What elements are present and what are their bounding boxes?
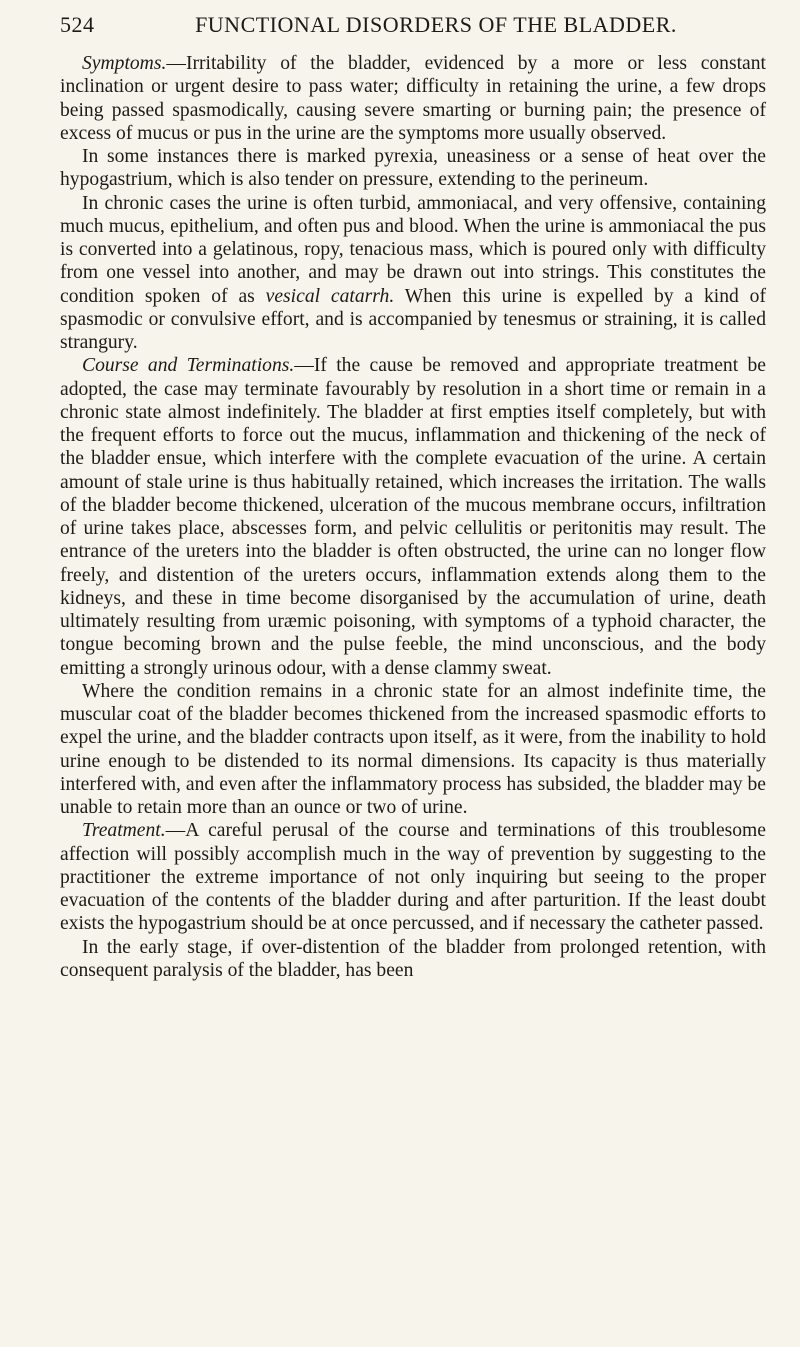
section-heading-treatment: Treatment.	[82, 820, 166, 842]
paragraph-early-stage	[60, 936, 766, 983]
section-heading-course: Course and Terminations.	[82, 355, 295, 377]
paragraph-text: In chronic cases the urine is often turbid, ammoniacal, and very offensive, containing much mucus, epithelium, and often pus and blood. When the urine is ammoniacal the pus is converted into a gelatinous, ropy, tenacious mass, which is poured only with difficulty from one vessel into another, and may be drawn out into strings. This constitutes the condition spoken of as	[60, 192, 766, 307]
paragraph-symptoms	[60, 52, 766, 145]
paragraph-text: —A careful perusal of the course and terminations of this troublesome affection will possibly accomplish much in the way of prevention by suggesting to the practitioner the extreme importance of not only inquiring but seeing to the proper evacuation of the contents of the bladder during and after parturition. If the least doubt exists the hypogastrium should be at once percussed, and if necessary the catheter passed.	[60, 820, 766, 935]
paragraph-chronic-cases	[60, 192, 766, 355]
paragraph-course-terminations	[60, 354, 766, 680]
body-text	[60, 52, 766, 982]
paragraph-text: Where the condition remains in a chronic state for an almost indefinite time, the muscular coat of the bladder becomes thickened from the increased spasmodic efforts to expel the urine, and the bladder contracts upon itself, as it were, from the inability to hold urine enough to be distended to its normal dimensions. Its capacity is thus materially interfered with, and even after the inflammatory process has subsided, the bladder may be unable to retain more than an ounce or two of urine.	[60, 680, 766, 818]
paragraph-text: —Irritability of the bladder, evidenced by a more or less constant inclination or urgent desire to pass water; difficulty in retaining the urine, a few drops being passed spasmodically, causing severe smarting or burning pain; the presence of excess of mucus or pus in the urine are the symptoms more usually observed.	[60, 53, 766, 144]
paragraph-pyrexia	[60, 145, 766, 192]
paragraph-text: In some instances there is marked pyrexia, uneasiness or a sense of heat over the hypogastrium, which is also tender on pressure, extending to the perineum.	[60, 146, 766, 191]
paragraph-text: —If the cause be removed and appropriate treatment be adopted, the case may terminate favourably by resolution in a short time or remain in a chronic state almost indefinitely. The bladder at first empties itself completely, but with the frequent efforts to force out the mucus, inflammation and thickening of the neck of the bladder ensue, which interfere with the complete evacuation of the urine. A certain amount of stale urine is thus habitually retained, which increases the irritation. The walls of the bladder become thickened, ulceration of the mucous membrane occurs, infiltration of urine takes place, abscesses form, and pelvic cellulitis or peritonitis may result. The entrance of the ureters into the bladder is often obstructed, the urine can no longer flow freely, and distention of the ureters occurs, inflammation extends along them to the kidneys, and these in time become disorganised by the accumulation of urine, death ultimately resulting from uræmic poisoning, with symptoms of a typhoid character, the tongue becoming brown and the pulse feeble, the mind unconscious, and the body emitting a strongly urinous odour, with a dense clammy sweat.	[60, 355, 766, 679]
paragraph-treatment	[60, 819, 766, 935]
paragraph-text: In the early stage, if over-distention of the bladder from prolonged retention, with consequent paralysis of the bladder, has been	[60, 936, 766, 981]
running-head	[60, 12, 766, 52]
paragraph-text: When this urine is expelled by a kind of spasmodic or convulsive effort, and is accompanied by tenesmus or straining, it is called strangury.	[60, 285, 767, 353]
paragraph-chronic-state	[60, 680, 766, 820]
section-heading-symptoms: Symptoms.	[82, 53, 167, 74]
running-title: FUNCTIONAL DISORDERS OF THE BLADDER.	[195, 12, 677, 37]
term-vesical-catarrh: vesical catarrh.	[265, 285, 395, 307]
page-number: 524	[60, 12, 95, 37]
